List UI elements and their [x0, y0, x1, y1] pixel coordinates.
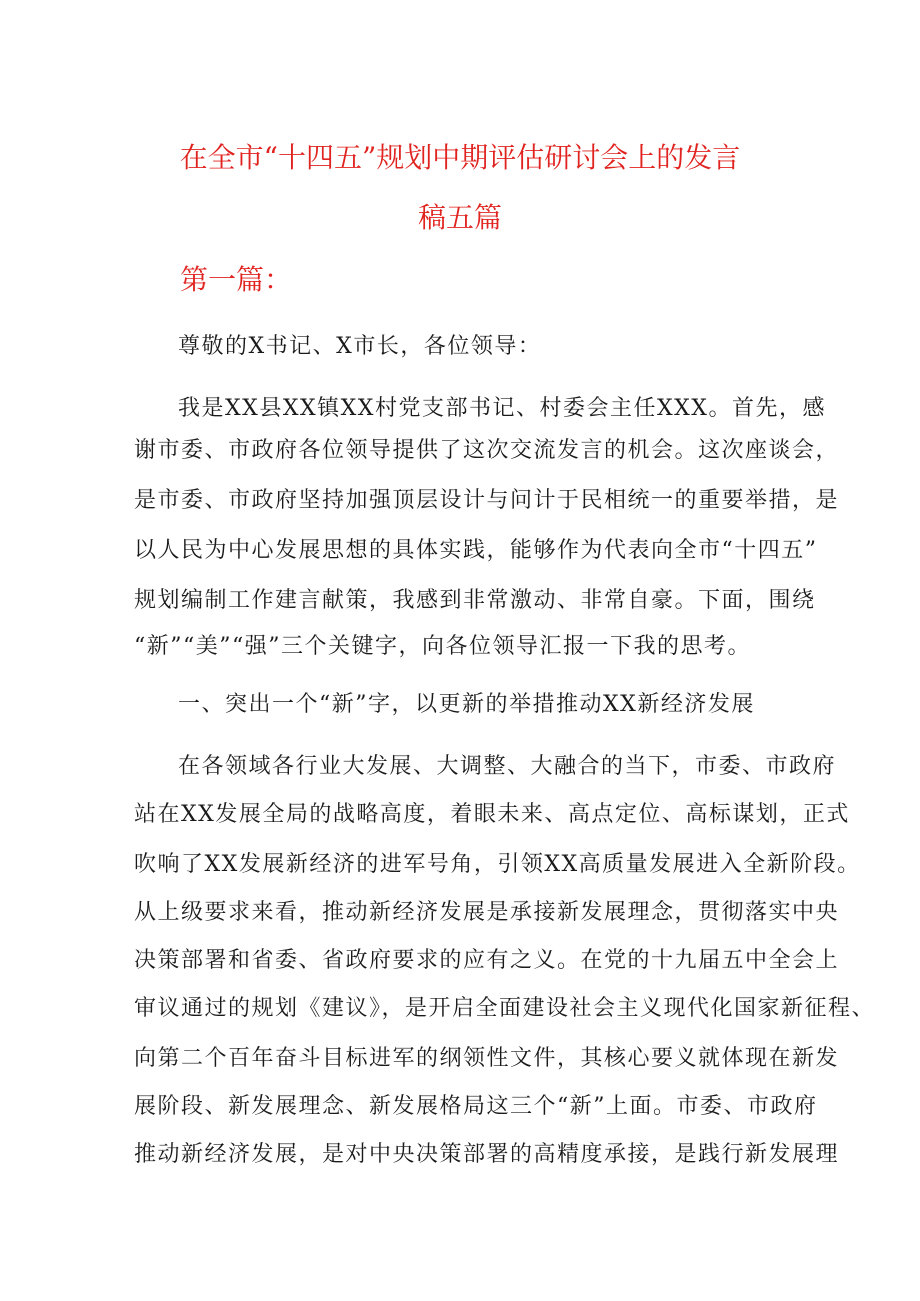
paragraph-line: 推动新经济发展，是对中央决策部署的高精度承接，是践行新发展理: [134, 1142, 840, 1167]
paragraph-line: “新”“美”“强”三个关键字，向各位领导汇报一下我的思考。: [134, 634, 751, 659]
paragraph-line: 我是XX县XX镇XX村党支部书记、村委会主任XXX。首先，感: [178, 396, 826, 421]
paragraph-line: 谢市委、市政府各位领导提供了这次交流发言的机会。这次座谈会，: [134, 438, 840, 463]
paragraph-line: 是市委、市政府坚持加强顶层设计与问计于民相统一的重要举措，是: [134, 488, 840, 513]
paragraph-line: 站在XX发展全局的战略高度，着眼未来、高点定位、高标谋划，正式: [134, 802, 850, 827]
paragraph-line: 向第二个百年奋斗目标进军的纲领性文件，其核心要义就体现在新发: [134, 1046, 840, 1071]
paragraph-line: 在各领域各行业大发展、大调整、大融合的当下，市委、市政府: [178, 754, 837, 779]
paragraph-line: 规划编制工作建言献策，我感到非常激动、非常自豪。下面，围绕: [134, 588, 816, 613]
paragraph-line: 从上级要求来看，推动新经济发展是承接新发展理念，贯彻落实中央: [134, 900, 840, 925]
paragraph-line: 展阶段、新发展理念、新发展格局这三个“新”上面。市委、市政府: [134, 1094, 818, 1119]
document-title-line-2: 稿五篇: [417, 201, 502, 234]
salutation-line: 尊敬的X书记、X市长，各位领导：: [178, 334, 542, 359]
paragraph-line: 决策部署和省委、省政府要求的应有之义。在党的十九届五中全会上: [134, 948, 840, 973]
paragraph-line: 审议通过的规划《建议》，是开启全面建设社会主义现代化国家新征程、: [134, 996, 876, 1021]
paragraph-line: 以人民为中心发展思想的具体实践，能够作为代表向全市“十四五”: [134, 538, 818, 563]
section-heading-first: 第一篇：: [180, 263, 293, 296]
subheading-line: 一、突出一个“新”字，以更新的举措推动XX新经济发展: [178, 692, 755, 717]
document-title-line-1: 在全市“十四五”规划中期评估研讨会上的发言: [179, 141, 741, 174]
paragraph-line: 吹响了XX发展新经济的进军号角，引领XX高质量发展进入全新阶段。: [134, 852, 861, 877]
